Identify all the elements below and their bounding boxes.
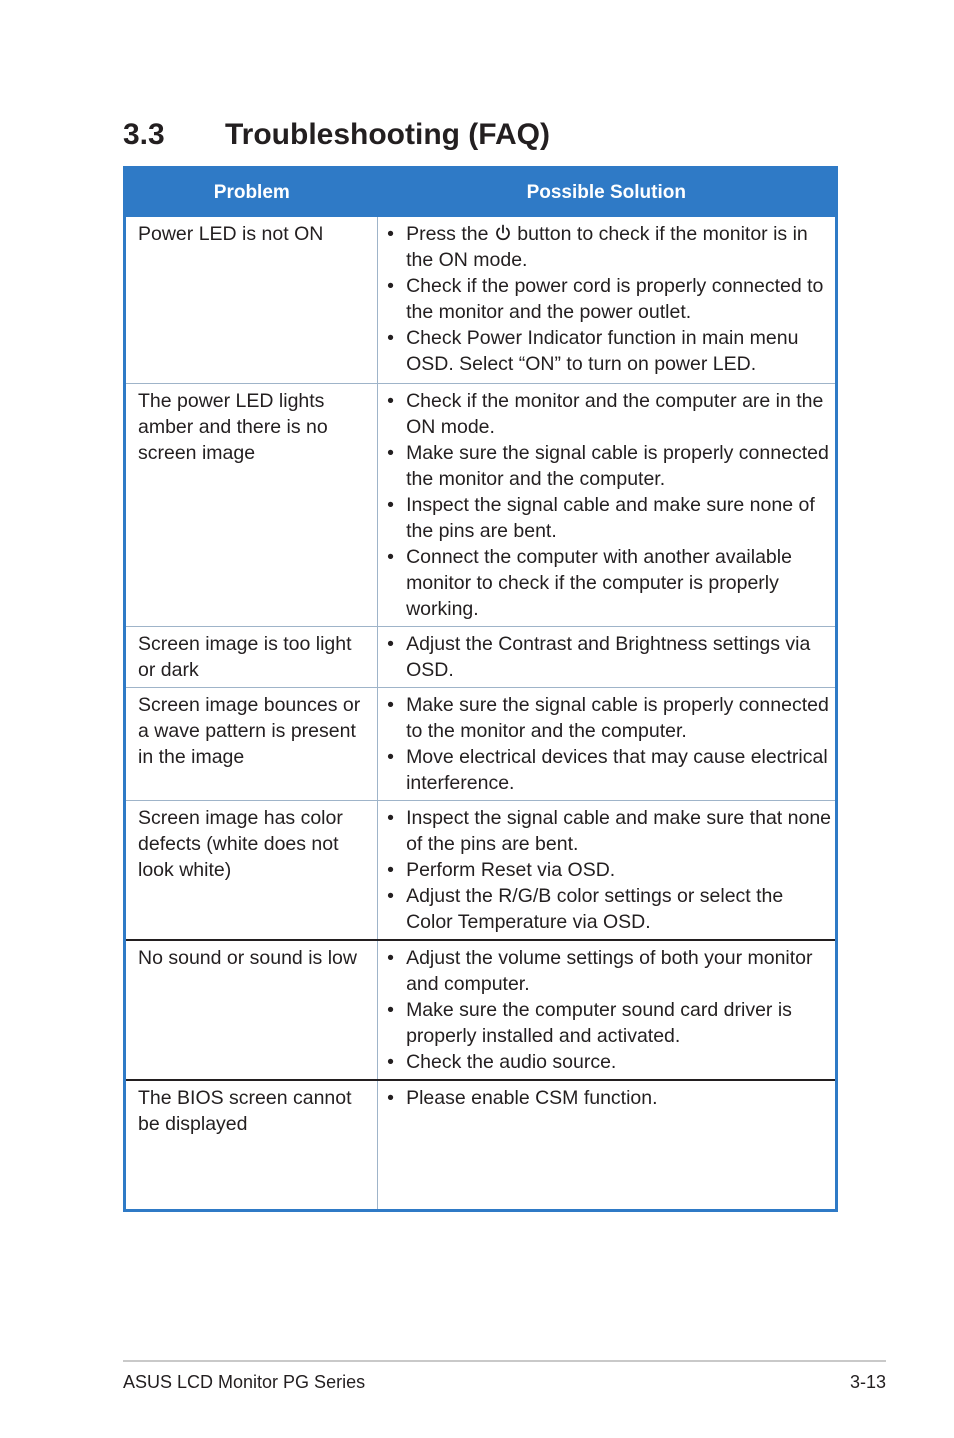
solution-list [384, 388, 831, 622]
solution-cell [378, 1080, 837, 1211]
solution-list [384, 692, 831, 796]
problem-cell: The power LED lights amber and there is no screen image [125, 383, 378, 626]
faq-table [123, 166, 838, 1212]
section-title: Troubleshooting (FAQ) [225, 118, 550, 151]
problem-cell: No sound or sound is low [125, 940, 378, 1080]
header-problem: Problem [125, 168, 378, 218]
solution-item: • Move electrical devices that may cause electrical interference. [387, 745, 828, 794]
solution-item: • Make sure the computer sound card driver is properly installed and activated. [387, 998, 792, 1047]
problem-cell: Screen image has color defects (white does not look white) [125, 800, 378, 940]
solution-item: • Make sure the signal cable is properly connected to the monitor and the computer. [387, 693, 829, 742]
table-row [125, 1080, 837, 1211]
footer-divider [123, 1360, 886, 1362]
table-row [125, 626, 837, 687]
solution-list [384, 631, 831, 683]
solution-cell [378, 940, 837, 1080]
solution-item: • Check the audio source. [387, 1050, 617, 1073]
power-icon [495, 224, 511, 242]
table-row [125, 383, 837, 626]
problem-cell: Screen image bounces or a wave pattern is present in the image [125, 687, 378, 800]
footer-product-name: ASUS LCD Monitor PG Series [123, 1372, 366, 1392]
solution-list [384, 945, 831, 1075]
table-row [125, 687, 837, 800]
table-row [125, 217, 837, 383]
solution-item: • Adjust the R/G/B color settings or select the Color Temperature via OSD. [387, 884, 784, 933]
solution-list [384, 1085, 831, 1111]
solution-item: • Adjust the Contrast and Brightness settings via OSD. [387, 632, 811, 681]
solution-cell [378, 383, 837, 626]
table-row [125, 940, 837, 1080]
solution-item: • Inspect the signal cable and make sure that none of the pins are bent. [387, 806, 832, 855]
table-row [125, 800, 837, 940]
solution-item: • Make sure the signal cable is properly connected the monitor and the computer. [387, 441, 829, 490]
solution-item: • Please enable CSM function. [387, 1086, 658, 1109]
solution-item: • Press the button to check if the monitor is in the ON mode. [387, 223, 808, 271]
header-solution: Possible Solution [378, 168, 837, 218]
table-header-row [125, 168, 837, 218]
problem-cell: Power LED is not ON [125, 217, 378, 383]
solution-item: • Adjust the volume settings of both your monitor and computer. [387, 946, 813, 995]
solution-cell [378, 800, 837, 940]
solution-item: • Check if the monitor and the computer are in the ON mode. [387, 389, 824, 438]
solution-list [384, 221, 831, 377]
solution-item: • Perform Reset via OSD. [387, 858, 616, 881]
solution-list [384, 805, 831, 935]
problem-cell: The BIOS screen cannot be displayed [125, 1080, 378, 1211]
solution-cell [378, 626, 837, 687]
solution-item: • Check Power Indicator function in main menu OSD. Select “ON” to turn on power LED. [387, 327, 799, 375]
solution-item: • Inspect the signal cable and make sure none of the pins are bent. [387, 493, 815, 542]
section-number: 3.3 [123, 118, 165, 151]
solution-cell [378, 217, 837, 383]
footer-page-number: 3-13 [849, 1372, 886, 1392]
solution-cell [378, 687, 837, 800]
solution-item: • Check if the power cord is properly connected to the monitor and the power outlet. [387, 275, 824, 323]
problem-cell: Screen image is too light or dark [125, 626, 378, 687]
solution-item: • Connect the computer with another available monitor to check if the computer is properly working. [387, 545, 792, 620]
